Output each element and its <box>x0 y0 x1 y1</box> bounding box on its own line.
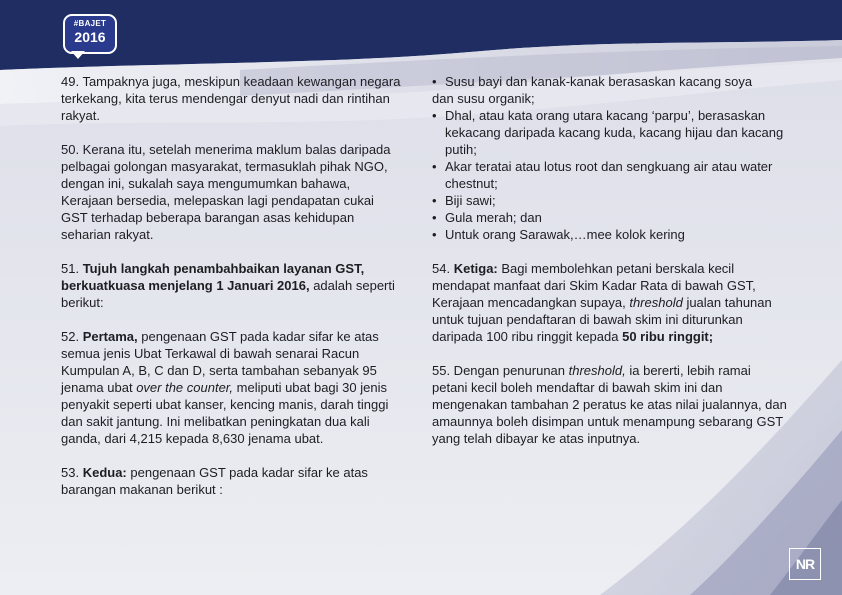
paragraph-52-number: 52. <box>61 329 80 344</box>
list-item <box>432 107 787 158</box>
paragraph-50: 50. Kerana itu, setelah menerima maklum balas daripada pelbagai golongan masyarakat, termasuklah pihak NGO, dengan ini, sukalah saya mengumumkan bahawa, Kerajaan bersedia, melepaskan lagi pendapatan cukai GST terhadap beberapa barangan asas kehidupan seharian rakyat. <box>61 142 391 242</box>
logo-badge <box>63 14 117 54</box>
list-item <box>432 226 787 243</box>
bullet-icon: • <box>432 227 437 242</box>
nr-watermark-logo: NR <box>789 548 821 580</box>
paragraph-51-number: 51. <box>61 261 80 276</box>
bullet-icon: • <box>432 74 437 89</box>
paragraph-55-italic: threshold, <box>568 363 626 378</box>
list-item-text: Akar teratai atau lotus root dan sengkuang air atau water chestnut; <box>445 159 773 191</box>
list-item-text: Untuk orang Sarawak,…mee kolok kering <box>445 227 685 242</box>
paragraph-53-rest: pengenaan GST pada kadar sifar ke atas barangan makanan berikut : <box>61 465 368 497</box>
paragraph-55-text1: 55. Dengan penurunan <box>432 363 566 378</box>
paragraph-54-text2: jualan tahunan untuk tujuan pendaftaran di bawah skim ini diturunkan daripada 100 ribu ringgit kepada <box>432 295 772 344</box>
bullet-icon: • <box>432 193 437 208</box>
bajet-2016-logo <box>63 14 117 58</box>
bullet-icon: • <box>432 108 437 123</box>
paragraph-54-number: 54. <box>432 261 451 276</box>
paragraph-54-bold2: 50 ribu ringgit; <box>622 329 714 344</box>
list-item <box>432 209 787 226</box>
paragraph-52-text2: meliputi ubat bagi 30 jenis penyakit seperti ubat kanser, kencing manis, darah tinggi dan sakit jantung. Ini melibatkan peningkatan dua kali ganda, dari 4,215 kepada 8,630 jenama ubat. <box>61 380 389 446</box>
paragraph-49: 49. Tampaknya juga, meskipun keadaan kewangan negara terkekang, kita terus mendengar denyut nadi dan rintihan rakyat. <box>61 74 401 123</box>
paragraph-54-bold: Ketiga: <box>453 261 498 276</box>
paragraph-52 <box>61 328 401 447</box>
paragraph-52-bold: Pertama, <box>82 329 138 344</box>
logo-tag: #BAJET <box>73 19 107 28</box>
paragraph-52-text1: pengenaan GST pada kadar sifar ke atas semua jenis Ubat Terkawal di bawah senarai Racun Kumpulan A, B, C dan D, serta tambahan sebanyak 95 jenama ubat <box>61 329 379 395</box>
food-items-list <box>432 73 787 243</box>
paragraph-52-italic: over the counter, <box>136 380 234 395</box>
list-item-text: Susu bayi dan kanak-kanak berasaskan kacang soya <box>445 74 753 89</box>
right-column <box>432 73 787 464</box>
paragraph-53-number: 53. <box>61 465 80 480</box>
paragraph-51-bold: Tujuh langkah penambahbaikan layanan GST, berkuatkuasa menjelang 1 Januari 2016, <box>61 261 365 293</box>
list-item <box>432 158 787 192</box>
paragraph-54 <box>432 260 787 345</box>
paragraph-54-text1: Bagi membolehkan petani berskala kecil mendapat manfaat dari Skim Kadar Rata di bawah GST, Kerajaan mencadangkan supaya, <box>432 261 756 310</box>
paragraph-51-rest: adalah seperti berikut: <box>61 278 395 310</box>
logo-year: 2016 <box>74 29 106 45</box>
paragraph-54-italic: threshold <box>629 295 683 310</box>
paragraph-53-bold: Kedua: <box>82 465 127 480</box>
list-item <box>432 192 787 209</box>
bullet-icon: • <box>432 210 437 225</box>
paragraph-53 <box>61 464 401 498</box>
list-item-text: Biji sawi; <box>445 193 496 208</box>
paragraph-55-text2: ia bererti, lebih ramai petani kecil boleh mendaftar di bawah skim ini dan mengenakan tambahan 2 peratus ke atas nilai jualannya, dan amaunnya boleh disimpan untuk menampung sebarang GST yang telah dibayar ke atas inputnya. <box>432 363 787 446</box>
bullet-icon: • <box>432 159 437 174</box>
list-item <box>432 73 787 107</box>
paragraph-55 <box>432 362 787 447</box>
left-column <box>61 73 401 515</box>
speech-bubble-tail-icon <box>71 51 85 59</box>
list-item-continuation: dan susu organik; <box>432 91 535 106</box>
list-item-text: Gula merah; dan <box>445 210 542 225</box>
paragraph-51 <box>61 260 401 311</box>
list-item-text: Dhal, atau kata orang utara kacang ‘parpu’, berasaskan kekacang daripada kacang kuda, kacang hijau dan kacang putih; <box>445 108 784 157</box>
